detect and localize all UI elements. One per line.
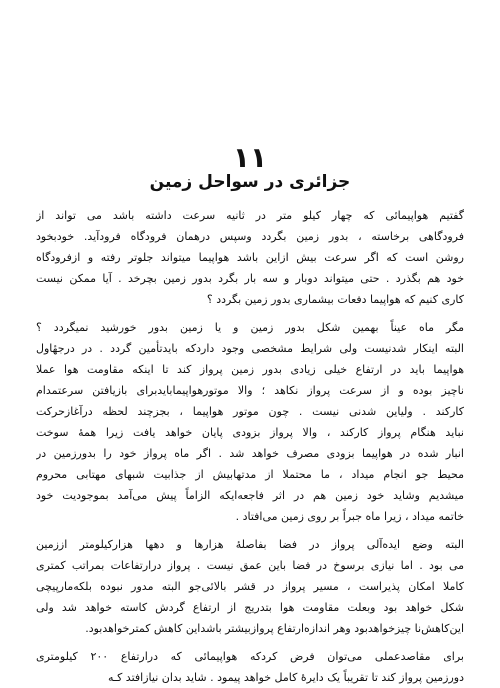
paragraph — [36, 534, 464, 639]
text-line: کارکند . ولیاین شدنی نیست . چون موتور هواپیما ، بجزچند لحظه درآغازحرکت — [36, 405, 464, 418]
text-line: شکل خواهد بود وبعلت مقاومت هوا بتدریج از ارتفاع گردش کاسته خواهد شد ولی — [36, 601, 464, 614]
paragraph-gap — [36, 639, 464, 646]
chapter-number: ۱۱ — [232, 141, 268, 174]
text-line: میشدیم وشاید خود زمین هم در اثر فاجعه‌ایکه الزاماً پیش می‌آمد بموجودیت خود — [36, 489, 464, 502]
paragraph — [36, 646, 464, 688]
text-line: کاملا امکان پذیراست ، مسیر پرواز در قشر بالائی‌جو البته مدور نبوده بلکه‌مارپیچی — [36, 580, 464, 593]
text-line: البته اینکار شدنیست ولی شرایط مشخصی وجود داردکه بایدتأمین گردد . در درجهٔاول — [36, 342, 464, 355]
paragraph-gap — [36, 310, 464, 317]
text-line: نباید هنگام پرواز کارکند ، والا پرواز بزودی پایان خواهد یافت زیرا همهٔ سوخت — [36, 426, 464, 439]
text-line: خود هم بگذرد . حتی میتواند دوبار و سه بار بگرد بدور زمین بچرخد . آیا ممکن نیست — [36, 272, 464, 285]
chapter-body — [36, 205, 464, 688]
chapter-title: جزائری در سواحل زمین — [149, 172, 351, 192]
text-line: برای مقاصدعملی می‌توان فرض کردکه هواپیمائی که درارتفاع ۲۰۰ کیلومتری — [36, 650, 464, 663]
paragraph — [36, 317, 464, 527]
text-line: خاتمه میداد ، زیرا ماه جبراً بر روی زمین می‌افتاد . — [235, 510, 464, 523]
text-line: انبار شده در هواپیما بزودی مصرف خواهد شد . اگر ماه پرواز خود را بدورزمین در — [36, 447, 464, 460]
text-line: مگر ماه عیناً بهمین شکل بدور زمین و یا زمین بدور خورشید نمیگردد ؟ — [36, 321, 464, 334]
text-line: می بود . اما نیازی برسوخ در فضا باین عمق نیست . پرواز درارتفاعات بمراتب کمتری — [36, 559, 464, 572]
text-line: فرودگاهی برخاسته ، بدور زمین بگردد وسپس درهمان فرودگاه فرودآید. خودبخود — [36, 230, 464, 243]
text-line: ناچیز بوده و از سرعت پرواز نکاهد ؛ والا موتورهواپیمابایدبرای بازیافتن سرعتمدام — [36, 384, 464, 397]
text-line: این‌کاهش‌نا چیزخواهدبود وهر اندازه‌ارتفاع پروازبیشتر باشد‌این کاهش کمترخواهدبود. — [85, 622, 464, 635]
text-line: گفتیم هواپیمائی که چهار کیلو متر در ثانیه سرعت داشته باشد می تواند از — [36, 209, 464, 222]
text-line: هواپیما باید در ارتفاع خیلی زیادی بدور زمین پرواز کند تا اینکه مقاومت هوا عملا — [36, 363, 464, 376]
text-line: روشن است که اگر سرعت بیش ازاین باشد هواپیما میتواند جلوتر رفته و ازفرودگاه — [36, 251, 464, 264]
text-line: کاری کنیم که هواپیما دفعات بیشماری بدور زمین بگردد ؟ — [206, 293, 464, 306]
text-line: دورزمین پرواز کند تا تقریباً یک دایرهٔ کامل خواهد پیمود . شاید بدان نیازافتد کـه — [107, 671, 464, 684]
text-line: محیط جو انجام میداد ، ما محتملا از مدتهابیش از جذابیت شبهای مهتابی محروم — [36, 468, 464, 481]
paragraph — [36, 205, 464, 310]
text-line: البته وضع ایده‌آلی پرواز در فضا بفاصلهٔ هزارها و دهها هزارکیلومتر اززمین — [36, 538, 464, 551]
book-page — [36, 0, 464, 684]
paragraph-gap — [36, 527, 464, 534]
